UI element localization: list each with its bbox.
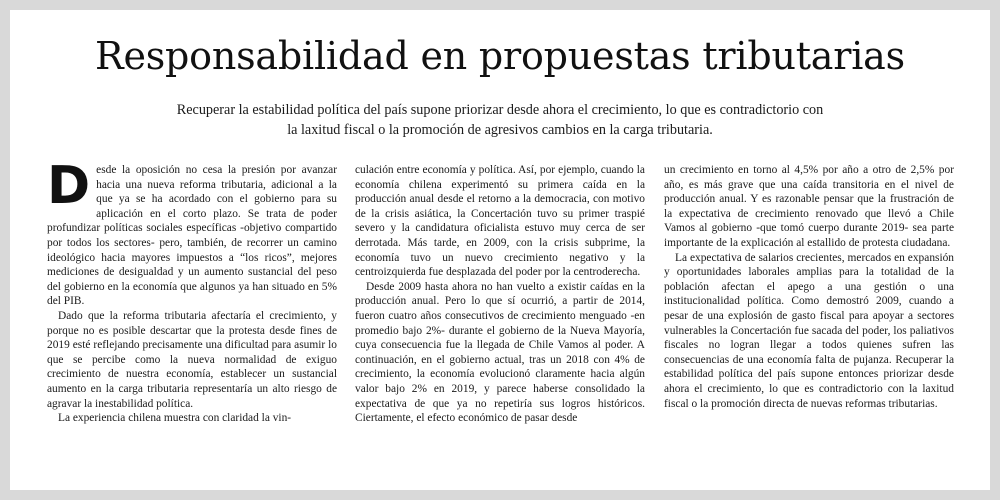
- article-column-2: [355, 163, 645, 426]
- paragraph-text: esde la oposición no cesa la presión por avanzar hacia una nueva reforma tributaria, adicional a la que ya se ha acordado con el gobierno para su aplicación en el corto plazo. Se trata de poder profundizar políticas sociales específicas -objetivo compartido por todos los sectores- pero, también, de recorrer un camino ideológico hacia mayores impuestos a “los ricos”, mejores mediciones de desigualdad y un aumento sustancial del peso del gobierno en la economía que algunos ya han situado en 5% del PIB.: [47, 164, 337, 308]
- paragraph: La experiencia chilena muestra con claridad la vin-: [58, 412, 292, 425]
- paragraph: [47, 156, 337, 309]
- article-subtitle: Recuperar la estabilidad política del país supone priorizar desde ahora el crecimiento, lo que es contradictorio con la laxitud fiscal o la promoción de agresivos cambios en la carga tributaria.: [176, 102, 824, 138]
- drop-cap: D: [47, 156, 91, 216]
- paragraph: culación entre economía y política. Así, por ejemplo, cuando la economía chilena experimentó su primera caída en la producción anual desde el retorno a la democracia, con motivo de la crisis asiática, la Concertación tuvo su primer traspié severo y la candidatura oficialista estuvo muy cerca de ser derrotada. Más tarde, en 2009, con la crisis subprime, la economía tuvo un nuevo crecimiento negativo y la centroizquierda fue desplazada del poder por la centroderecha.: [355, 164, 645, 279]
- newspaper-page: [10, 10, 990, 490]
- article-column-1: [47, 156, 337, 426]
- article-title: Responsabilidad en propuestas tributarias: [95, 34, 905, 78]
- paragraph: La expectativa de salarios crecientes, mercados en expansión y oportunidades laborales amplias para la totalidad de la población afectan el apego a una gestión o una institucionalidad política. Como demostró 2009, cuando a pesar de una explosión de gasto fiscal para apoyar a sectores vulnerables la Concertación fue sacada del poder, los paliativos fiscales no logran llegar a todos quienes sufren las consecuencias de una economía falta de pujanza. Recuperar la estabilidad política del país supone entonces priorizar desde ahora el crecimiento, lo que es contradictorio con la laxitud fiscal o la promoción directa de nuevas reformas tributarias.: [664, 251, 954, 410]
- paragraph: un crecimiento en torno al 4,5% por año a otro de 2,5% por año, es más grave que una caída transitoria en el nivel de producción anual. Y es razonable pensar que la frustración de la expectativa de crecimiento renovado que llevó a Chile Vamos al gobierno -que tomó cuerpo durante 2019- sea parte importante de la explicación al estallido de protesta ciudadana.: [664, 164, 954, 249]
- article-column-3: [664, 163, 954, 411]
- paragraph: Dado que la reforma tributaria afectaría el crecimiento, y porque no es posible descartar que la protesta desde fines de 2019 esté reflejando precisamente una dificultad para asumir lo que se percibe como la nueva normalidad de exiguo crecimiento de nuestra economía, establecer un sustancial aumento en la carga tributaria representaría un alto riesgo de agravar la inestabilidad política.: [47, 309, 337, 410]
- paragraph: Desde 2009 hasta ahora no han vuelto a existir caídas en la producción anual. Pero lo que sí ocurrió, a partir de 2014, fueron cuatro años consecutivos de crecimiento menguado -en promedio bajo 2%- durante el gobierno de la Nueva Mayoría, cuya consecuencia fue la llegada de Chile Vamos al poder. A continuación, en el gobierno actual, tras un 2018 con 4% de crecimiento, la economía evolucionó claramente hacia algún valor bajo 2% en 2019, y parece haberse consolidado la expectativa de que ya no repetiría sus logros históricos. Ciertamente, el efecto económico de pasar desde: [355, 280, 645, 425]
